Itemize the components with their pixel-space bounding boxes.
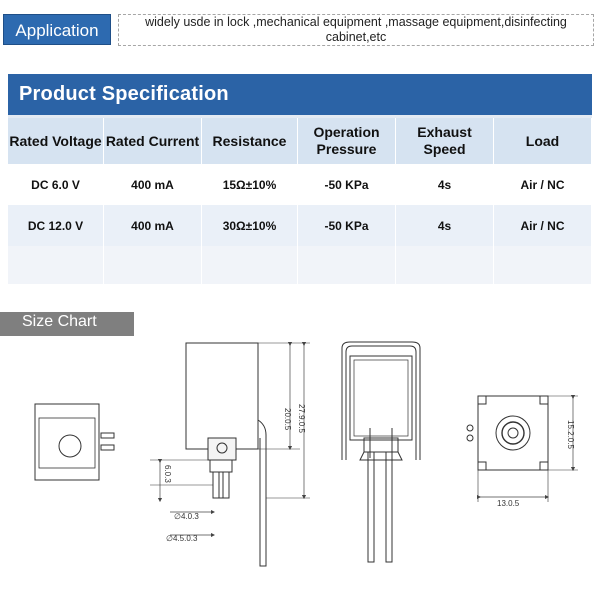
col-load: Load (494, 118, 592, 164)
table-cell (202, 246, 298, 284)
table-cell: 30Ω±10% (202, 205, 298, 246)
table-cell: 4s (396, 205, 494, 246)
table-cell: DC 12.0 V (8, 205, 104, 246)
col-rated-current: Rated Current (104, 118, 202, 164)
table-cell: -50 KPa (298, 164, 396, 205)
table-cell: DC 6.0 V (8, 164, 104, 205)
table-cell: 15Ω±10% (202, 164, 298, 205)
cross-section-drawing (342, 342, 420, 562)
table-row (8, 246, 592, 284)
col-exhaust-speed: Exhaust Speed (396, 118, 494, 164)
dim-6: 6.0.3 (163, 465, 172, 483)
front-view-drawing (35, 404, 114, 480)
application-row (0, 12, 600, 48)
spec-table (8, 118, 592, 284)
table-cell (494, 246, 592, 284)
table-cell: Air / NC (494, 164, 592, 205)
table-cell: 400 mA (104, 164, 202, 205)
table-cell: -50 KPa (298, 205, 396, 246)
spec-title: Product Specification (19, 83, 229, 105)
spec-header (8, 74, 592, 118)
dim-20: 20.0.5 (283, 408, 292, 431)
application-label: Application (3, 14, 111, 45)
table-cell: 4s (396, 164, 494, 205)
side-view-drawing (150, 343, 310, 566)
dim-27-9: 27.9.0.5 (297, 404, 306, 433)
top-view-dimensions (479, 397, 573, 497)
table-row (8, 205, 592, 246)
table-cell (298, 246, 396, 284)
spec-header-row (8, 118, 592, 164)
table-row (8, 164, 592, 205)
top-view-drawing (467, 396, 578, 502)
col-resistance: Resistance (202, 118, 298, 164)
table-cell (396, 246, 494, 284)
size-chart-drawings (0, 330, 600, 600)
table-cell: 400 mA (104, 205, 202, 246)
dim-d4: ∅4.0.3 (174, 512, 199, 521)
dim-15-2: 15.2.0.5 (566, 420, 575, 449)
dim-13: 13.0.5 (497, 499, 520, 508)
table-cell (8, 246, 104, 284)
table-cell: Air / NC (494, 205, 592, 246)
dim-d4-5: ∅4.5.0.3 (166, 534, 198, 543)
table-cell (104, 246, 202, 284)
col-rated-voltage: Rated Voltage (8, 118, 104, 164)
size-chart-label: Size Chart (22, 313, 97, 330)
application-text: widely usde in lock ,mechanical equipment ,massage equipment,disinfecting cabinet,etc (118, 14, 594, 46)
col-operation-pressure: Operation Pressure (298, 118, 396, 164)
product-specification (8, 74, 592, 274)
